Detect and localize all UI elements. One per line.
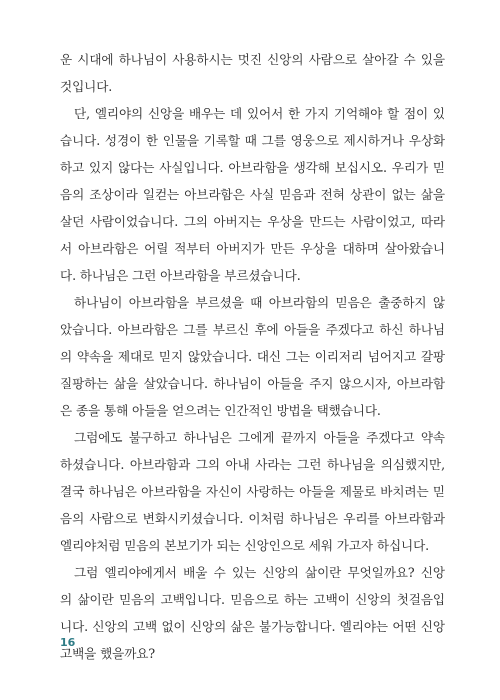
- text-line: 엘리야처럼 믿음의 본보기가 되는 신앙인으로 세워 가고자 하십니다.: [60, 538, 430, 553]
- text-line: 았습니다. 아브라함은 그를 부르신 후에 아들을 주겠다고 하신 하나님: [60, 322, 445, 337]
- page-number: 16: [60, 636, 76, 649]
- text-line: 고백을 했을까요?: [60, 646, 156, 661]
- text-line: 하나님이 아브라함을 부르셨을 때 아브라함의 믿음은 출중하지 않: [74, 295, 445, 310]
- text-line: 의 삶이란 믿음의 고백입니다. 믿음으로 하는 고백이 신앙의 첫걸음입: [60, 592, 445, 607]
- text-line: 그럼에도 불구하고 하나님은 그에게 끝까지 아들을 주겠다고 약속: [74, 430, 445, 445]
- text-line: 하셨습니다. 아브라함과 그의 아내 사라는 그런 하나님을 의심했지만,: [60, 457, 445, 472]
- paragraph: [60, 46, 445, 100]
- text-line: 의 약속을 제대로 믿지 않았습니다. 대신 그는 이리저리 넘어지고 갈팡: [60, 349, 445, 364]
- paragraph: [60, 100, 445, 289]
- text-line: 하고 있지 않다는 사실입니다. 아브라함을 생각해 보십시오. 우리가 믿: [60, 160, 445, 175]
- text-line: 운 시대에 하나님이 사용하시는 멋진 신앙의 사람으로 살아갈 수 있을: [60, 52, 445, 67]
- text-line: 것입니다.: [60, 79, 113, 94]
- text-line: 단, 엘리야의 신앙을 배우는 데 있어서 한 가지 기억해야 할 점이 있: [74, 106, 445, 121]
- text-line: 질팡하는 삶을 살았습니다. 하나님이 아들을 주지 않으시자, 아브라함: [60, 376, 445, 391]
- text-line: 다. 하나님은 그런 아브라함을 부르셨습니다.: [60, 268, 301, 283]
- text-line: 니다. 신앙의 고백 없이 신앙의 삶은 불가능합니다. 엘리야는 어떤 신앙: [60, 619, 445, 634]
- text-line: 결국 하나님은 아브라함을 자신이 사랑하는 아들을 제물로 바치려는 믿: [60, 484, 445, 499]
- text-line: 음의 조상이라 일컫는 아브라함은 사실 믿음과 전혀 상관이 없는 삶을: [60, 187, 445, 202]
- text-line: 서 아브라함은 어릴 적부터 아버지가 만든 우상을 대하며 살아왔습니: [60, 241, 445, 256]
- paragraph: [60, 424, 445, 559]
- body-text: [60, 46, 445, 667]
- text-line: 음의 사람으로 변화시키셨습니다. 이처럼 하나님은 우리를 아브라함과: [60, 511, 445, 526]
- text-line: 그럼 엘리야에게서 배울 수 있는 신앙의 삶이란 무엇일까요? 신앙: [74, 565, 445, 580]
- paragraph: [60, 559, 445, 667]
- text-line: 습니다. 성경이 한 인물을 기록할 때 그를 영웅으로 제시하거나 우상화: [60, 133, 445, 148]
- text-line: 살던 사람이었습니다. 그의 아버지는 우상을 만드는 사람이었고, 따라: [60, 214, 445, 229]
- text-line: 은 종을 통해 아들을 얻으려는 인간적인 방법을 택했습니다.: [60, 403, 381, 418]
- paragraph: [60, 289, 445, 424]
